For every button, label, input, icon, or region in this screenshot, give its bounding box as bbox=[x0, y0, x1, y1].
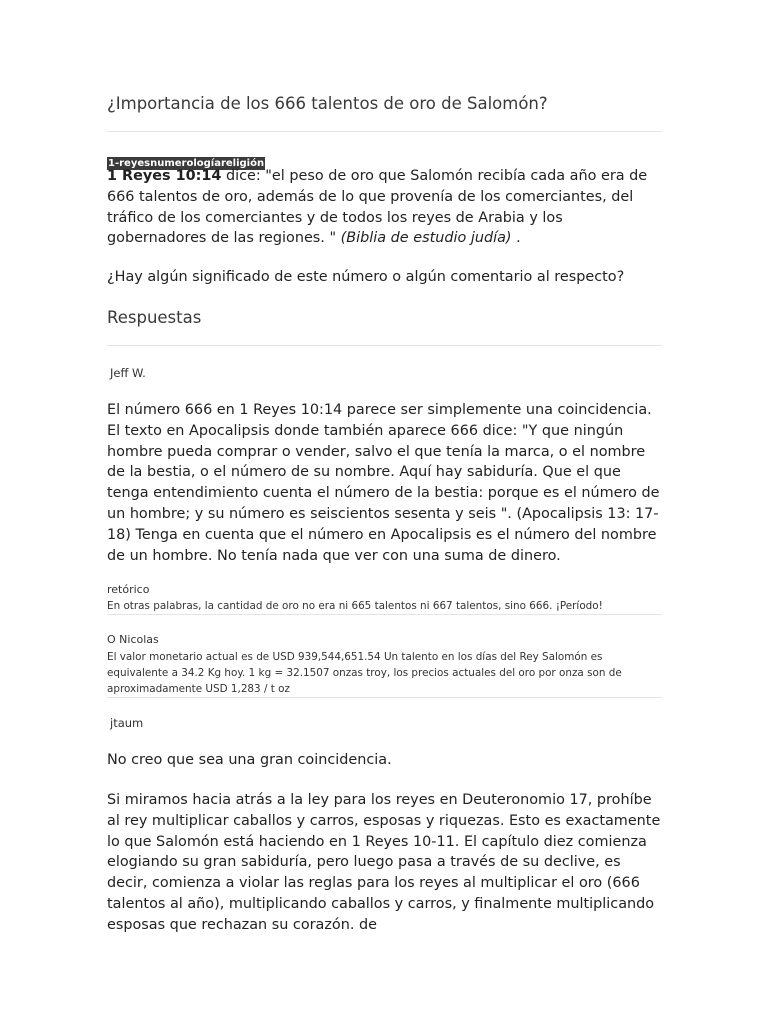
title-divider bbox=[107, 131, 662, 132]
question-follow-up: ¿Hay algún significado de este número o algún comentario al respecto? bbox=[107, 269, 625, 285]
answer-text: El número 666 en 1 Reyes 10:14 parece ser simplemente una coincidencia. El texto en Apocalipsis donde también aparece 666 dice: "Y que ningún hombre pueda comprar o vender, salvo el que tenía la marca, o el nombre de la bestia, o el número de su nombre. Aquí hay sabiduría. Que el que tenga entendimiento cuenta el número de la bestia: porque es el número de un hombre; y su número es seiscientos sesenta y seis ". (Apocalipsis 13: 17-18) Tenga en cuenta que el número en Apocalipsis es el número del nombre de un hombre. No tenía nada que ver con una suma de dinero. bbox=[107, 402, 660, 564]
answers-divider bbox=[107, 345, 662, 346]
tag-links[interactable]: 1-reyesnumerologíareligión bbox=[108, 158, 265, 169]
answer-text: Si miramos hacia atrás a la ley para los reyes en Deuteronomio 17, prohíbe al rey multiplicar caballos y carros, esposas y riquezas. Esto es exactamente lo que Salomón está haciendo en 1 Reyes 10-11. El capítulo diez comienza elogiando su gran sabiduría, pero luego pasa a través de su declive, es decir, comienza a violar las reglas para los reyes al multiplicar el oro (666 talentos al año), multiplicando caballos y carros, y finalmente multiplicando esposas que rechazan su corazón. de bbox=[107, 792, 661, 933]
quote-source-end: . bbox=[511, 230, 521, 247]
comment-text: En otras palabras, la cantidad de oro no era ni 665 talentos ni 667 talentos, sino 666. ¡Período! bbox=[107, 600, 603, 612]
comment-divider bbox=[107, 697, 662, 698]
answer-author[interactable]: Jeff W. bbox=[110, 366, 146, 380]
quote-source: (Biblia de estudio judía) bbox=[340, 230, 512, 247]
question-quote: dice: "el peso de oro que Salomón recibía cada año era de 666 talentos de oro, además de lo que provenía de los comerciantes, del tráfico de los comerciantes y de todos los reyes de Arabia y los gobernadores de las regiones. " bbox=[107, 168, 648, 247]
answer-text: No creo que sea una gran coincidencia. bbox=[107, 752, 392, 768]
answers-heading: Respuestas bbox=[107, 308, 202, 327]
comment-text: El valor monetario actual es de USD 939,544,651.54 Un talento en los días del Rey Salomón es equivalente a 34.2 Kg hoy. 1 kg = 32.1507 onzas troy, los precios actuales del oro por onza son de aproximadamente USD 1,283 / t oz bbox=[107, 651, 622, 695]
scripture-reference: 1 Reyes 10:14 bbox=[107, 168, 222, 184]
comment-author[interactable]: O Nicolas bbox=[107, 633, 159, 646]
question-body bbox=[107, 166, 662, 249]
answer-author[interactable]: jtaum bbox=[110, 716, 144, 730]
question-title: ¿Importancia de los 666 talentos de oro de Salomón? bbox=[107, 94, 548, 113]
comment-author[interactable]: retórico bbox=[107, 583, 150, 596]
comment-divider bbox=[107, 614, 662, 615]
